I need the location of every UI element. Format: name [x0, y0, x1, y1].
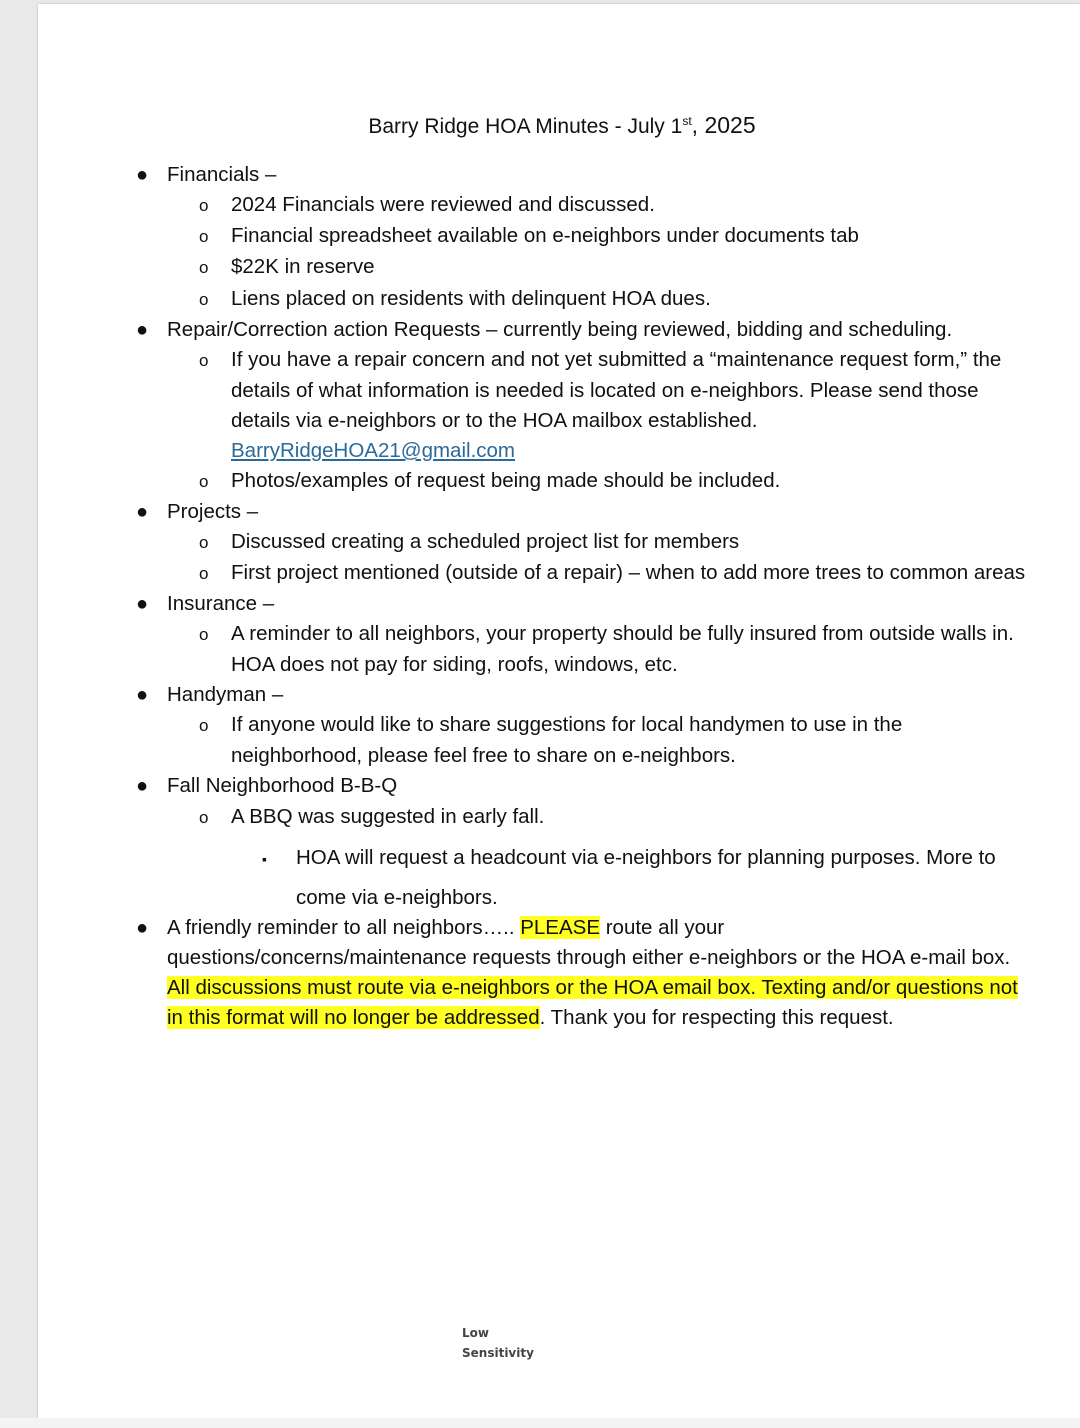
- list-item: A BBQ was suggested in early fall.: [231, 805, 545, 828]
- list-item: First project mentioned (outside of a repair) – when to add more trees to common areas: [231, 561, 1026, 584]
- bullet-icon: ●: [136, 501, 149, 523]
- email-link[interactable]: BarryRidgeHOA21@gmail.com: [231, 439, 515, 462]
- bullet-icon: ●: [136, 164, 149, 186]
- reminder-line: [167, 1006, 894, 1030]
- bullet-icon: ●: [136, 593, 149, 615]
- list-item: Liens placed on residents with delinquent HOA dues.: [231, 287, 711, 310]
- circle-bullet-icon: o: [199, 227, 209, 246]
- reminder-text: A friendly reminder to all neighbors…..: [167, 916, 521, 939]
- sensitivity-label-line2: Sensitivity: [462, 1346, 534, 1360]
- title-year: , 2025: [691, 112, 756, 138]
- circle-bullet-icon: o: [199, 808, 209, 827]
- list-item-line: neighborhood, please feel free to share on e-neighbors.: [231, 744, 736, 767]
- circle-bullet-icon: o: [199, 716, 209, 735]
- list-item-line: If you have a repair concern and not yet submitted a “maintenance request form,” the: [231, 348, 1002, 371]
- list-item-line: HOA does not pay for siding, roofs, windows, etc.: [231, 653, 678, 676]
- circle-bullet-icon: o: [199, 533, 209, 552]
- list-item-line: A reminder to all neighbors, your property should be fully insured from outside walls in.: [231, 622, 1014, 645]
- circle-bullet-icon: o: [199, 258, 209, 277]
- highlighted-text: in this format will no longer be addressed: [167, 1006, 540, 1029]
- list-item: Photos/examples of request being made should be included.: [231, 469, 781, 492]
- highlighted-text: PLEASE: [520, 916, 601, 939]
- section-heading-bbq: Fall Neighborhood B-B-Q: [167, 774, 398, 797]
- reminder-line: [167, 976, 1018, 1000]
- sensitivity-label-line1: Low: [462, 1326, 489, 1340]
- reminder-text: route all your: [600, 916, 725, 939]
- reminder-line: [167, 916, 724, 940]
- list-item: 2024 Financials were reviewed and discussed.: [231, 193, 655, 216]
- circle-bullet-icon: o: [199, 196, 209, 215]
- bullet-icon: ●: [136, 917, 149, 939]
- circle-bullet-icon: o: [199, 472, 209, 491]
- title-text: Barry Ridge HOA Minutes - July 1: [368, 115, 683, 138]
- section-heading-handyman: Handyman –: [167, 683, 284, 706]
- square-bullet-icon: ▪: [262, 851, 267, 867]
- page-bottom-edge: [0, 1418, 1080, 1428]
- list-item: $22K in reserve: [231, 255, 375, 278]
- circle-bullet-icon: o: [199, 351, 209, 370]
- sub-list-item-line: come via e-neighbors.: [296, 886, 498, 909]
- bullet-icon: ●: [136, 775, 149, 797]
- section-heading-insurance: Insurance –: [167, 592, 275, 615]
- circle-bullet-icon: o: [199, 564, 209, 583]
- circle-bullet-icon: o: [199, 625, 209, 644]
- section-heading-financials: Financials –: [167, 163, 277, 186]
- list-item-line: details via e-neighbors or to the HOA mailbox established.: [231, 409, 758, 432]
- bullet-icon: ●: [136, 319, 149, 341]
- highlighted-text: All discussions must route via e-neighbors or the HOA email box. Texting and/or questions not: [167, 976, 1018, 999]
- reminder-line: questions/concerns/maintenance requests through either e-neighbors or the HOA e-mail box.: [167, 946, 1011, 969]
- list-item: Financial spreadsheet available on e-neighbors under documents tab: [231, 224, 859, 247]
- list-item-line: If anyone would like to share suggestions for local handymen to use in the: [231, 713, 903, 736]
- sub-list-item-line: HOA will request a headcount via e-neighbors for planning purposes. More to: [296, 846, 996, 869]
- circle-bullet-icon: o: [199, 290, 209, 309]
- reminder-text: . Thank you for respecting this request.: [539, 1006, 894, 1029]
- list-item: Discussed creating a scheduled project list for members: [231, 530, 740, 553]
- list-item-line: details of what information is needed is located on e-neighbors. Please send those: [231, 379, 979, 402]
- section-heading-projects: Projects –: [167, 500, 259, 523]
- bullet-icon: ●: [136, 684, 149, 706]
- title-superscript: st: [682, 114, 692, 128]
- page-title: [0, 112, 1080, 139]
- section-heading-repair: Repair/Correction action Requests – currently being reviewed, bidding and scheduling.: [167, 318, 953, 341]
